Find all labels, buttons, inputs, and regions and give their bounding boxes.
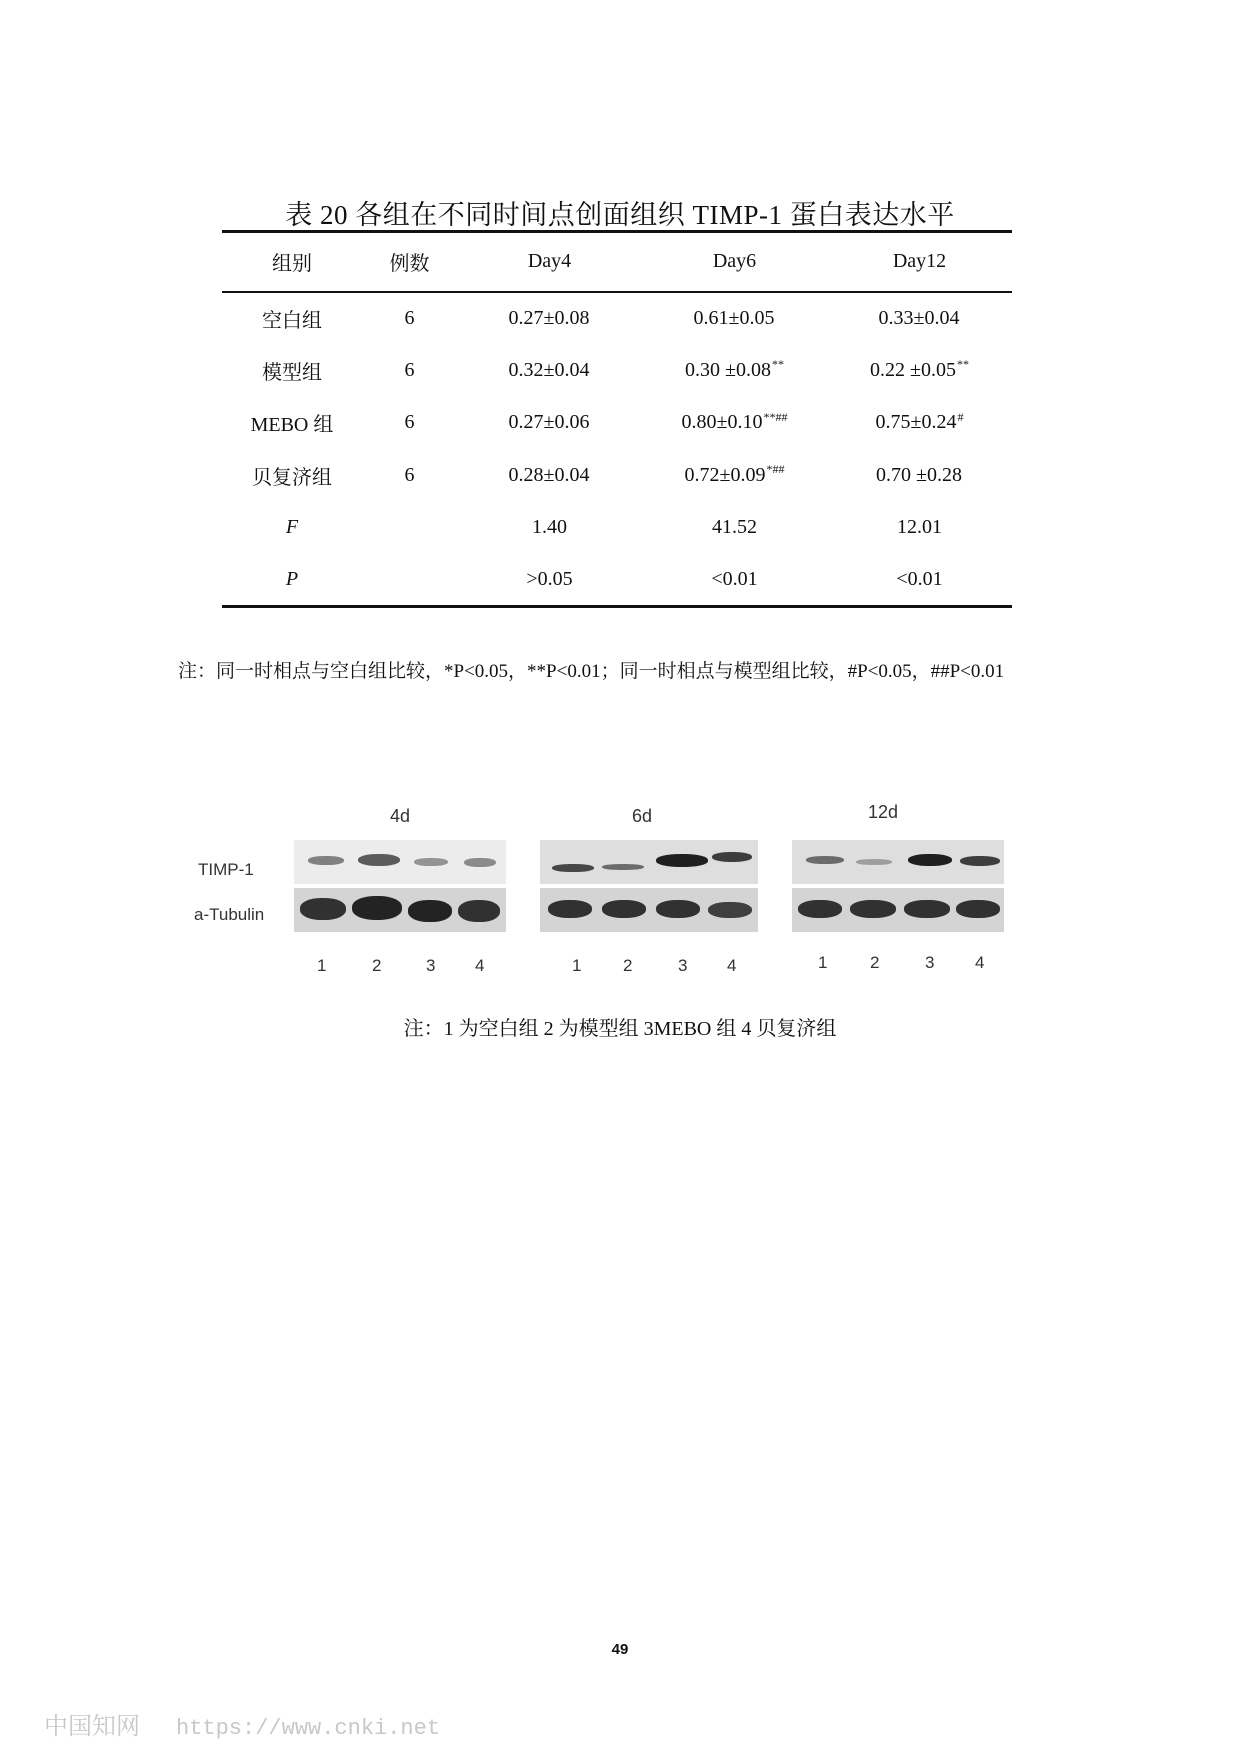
cell-value: 0.28±0.04 xyxy=(508,463,590,486)
blot-band xyxy=(358,854,400,866)
blot-band xyxy=(464,858,496,867)
stat-label: P xyxy=(222,554,362,607)
blot-band xyxy=(602,864,644,870)
blot-band xyxy=(352,896,402,920)
cell-day12 xyxy=(827,397,1012,450)
cell-day12 xyxy=(827,292,1012,345)
lane-number: 1 xyxy=(818,953,828,972)
cell-day12 xyxy=(827,344,1012,397)
lane-number: 2 xyxy=(372,956,382,975)
cell-group: MEBO 组 xyxy=(250,414,334,437)
table-title: 表 20 各组在不同时间点创面组织 TIMP-1 蛋白表达水平 xyxy=(285,200,955,230)
table-note: 注：同一时相点与空白组比较，*P<0.05，**P<0.01；同一时相点与模型组比较，#P<0.05，##P<0.01 xyxy=(178,661,1005,682)
day-label-12d: 12d xyxy=(868,802,899,822)
stat-day12: <0.01 xyxy=(827,554,1012,607)
table-row xyxy=(222,292,1012,345)
lane-number: 2 xyxy=(623,956,633,975)
blot-band xyxy=(850,900,896,918)
cell-day4 xyxy=(457,449,642,502)
results-table xyxy=(222,230,1012,608)
significance-mark: # xyxy=(957,409,964,424)
table-row xyxy=(222,397,1012,450)
cell-value: 0.61±0.05 xyxy=(693,306,775,329)
table-header-row xyxy=(222,232,1012,292)
cell-count: 6 xyxy=(404,306,415,329)
cell-value: 0.30 ±0.08 xyxy=(685,358,771,381)
cell-day12 xyxy=(827,449,1012,502)
cell-value: 0.22 ±0.05 xyxy=(870,358,956,381)
lane-number: 3 xyxy=(925,953,935,972)
figure-caption: 注：1 为空白组 2 为模型组 3MEBO 组 4 贝复济组 xyxy=(403,1018,837,1040)
blot-band xyxy=(856,859,892,865)
header-count: 例数 xyxy=(362,232,457,292)
stat-day4: 1.40 xyxy=(532,516,567,539)
cell-value: 0.72±0.09 xyxy=(684,463,766,486)
timp1-blot-panel-12d xyxy=(792,840,1004,884)
stat-day12: 12.01 xyxy=(897,516,942,539)
lane-number: 4 xyxy=(727,956,737,975)
stat-day4: >0.05 xyxy=(457,554,642,607)
table-row xyxy=(222,449,1012,502)
lane-number: 4 xyxy=(975,953,985,972)
cell-value: 0.27±0.08 xyxy=(508,306,590,329)
cell-day6 xyxy=(642,397,827,450)
watermark-brand: 中国知网 xyxy=(44,1713,140,1740)
timp1-blot-panel-4d xyxy=(294,840,506,884)
cell-value: 0.32±0.04 xyxy=(508,358,590,381)
cell-value: 0.27±0.06 xyxy=(508,411,590,434)
stat-empty xyxy=(362,554,457,607)
row-label-tubulin: a-Tubulin xyxy=(194,905,265,924)
cell-day4 xyxy=(457,397,642,450)
blot-band xyxy=(548,900,592,918)
timp1-blot-panel-6d xyxy=(540,840,758,884)
significance-mark: **## xyxy=(763,409,788,424)
blot-band xyxy=(798,900,842,918)
blot-band xyxy=(602,900,646,918)
stats-row-p xyxy=(222,554,1012,607)
cell-count: 6 xyxy=(404,411,415,434)
blot-band xyxy=(552,864,594,872)
lane-number: 1 xyxy=(572,956,582,975)
blot-band xyxy=(956,900,1000,918)
blot-band xyxy=(300,898,346,920)
lane-number: 1 xyxy=(317,956,327,975)
lane-number: 3 xyxy=(426,956,436,975)
blot-band xyxy=(806,856,844,864)
tubulin-blot-panel-4d xyxy=(294,888,506,932)
lane-number: 3 xyxy=(678,956,688,975)
blot-band xyxy=(708,902,752,918)
cell-group: 空白组 xyxy=(262,309,322,332)
western-blot-figure xyxy=(180,790,1060,990)
cell-day6 xyxy=(642,292,827,345)
blot-band xyxy=(308,856,344,865)
stat-empty xyxy=(362,502,457,555)
cell-day6 xyxy=(642,344,827,397)
significance-mark: ** xyxy=(956,357,969,372)
significance-mark: *## xyxy=(766,462,785,477)
header-group: 组别 xyxy=(222,232,362,292)
blot-band xyxy=(960,856,1000,866)
cell-count: 6 xyxy=(404,463,415,486)
cell-count: 6 xyxy=(404,358,415,381)
blot-band xyxy=(904,900,950,918)
cell-group: 模型组 xyxy=(262,361,322,384)
significance-mark: ** xyxy=(771,357,784,372)
tubulin-blot-panel-12d xyxy=(792,888,1004,932)
cell-value: 0.80±0.10 xyxy=(681,411,763,434)
tubulin-blot-panel-6d xyxy=(540,888,758,932)
blot-band xyxy=(656,900,700,918)
day-label-4d: 4d xyxy=(390,806,411,826)
blot-band xyxy=(408,900,452,922)
lane-number: 2 xyxy=(870,953,880,972)
page-number: 49 xyxy=(611,1641,629,1658)
cell-group: 贝复济组 xyxy=(252,466,332,489)
stat-day6: <0.01 xyxy=(642,554,827,607)
cell-day4 xyxy=(457,292,642,345)
cell-day6 xyxy=(642,449,827,502)
blot-band xyxy=(414,858,448,866)
lane-number: 4 xyxy=(475,956,485,975)
stats-row-f xyxy=(222,502,1012,555)
blot-band xyxy=(712,852,752,862)
header-day12: Day12 xyxy=(827,232,1012,292)
day-label-6d: 6d xyxy=(632,806,653,826)
stat-label: F xyxy=(285,516,299,539)
cell-value: 0.70 ±0.28 xyxy=(876,463,962,486)
table-row xyxy=(222,344,1012,397)
header-day4: Day4 xyxy=(457,232,642,292)
stat-day6: 41.52 xyxy=(712,516,757,539)
header-day6: Day6 xyxy=(642,232,827,292)
watermark-url: https://www.cnki.net xyxy=(176,1716,441,1741)
blot-band xyxy=(656,854,708,867)
cell-day4 xyxy=(457,344,642,397)
blot-band xyxy=(458,900,500,922)
cell-value: 0.75±0.24 xyxy=(875,411,957,434)
cell-value: 0.33±0.04 xyxy=(878,306,960,329)
row-label-timp1: TIMP-1 xyxy=(198,860,254,879)
watermark xyxy=(44,1706,440,1741)
blot-band xyxy=(908,854,952,866)
